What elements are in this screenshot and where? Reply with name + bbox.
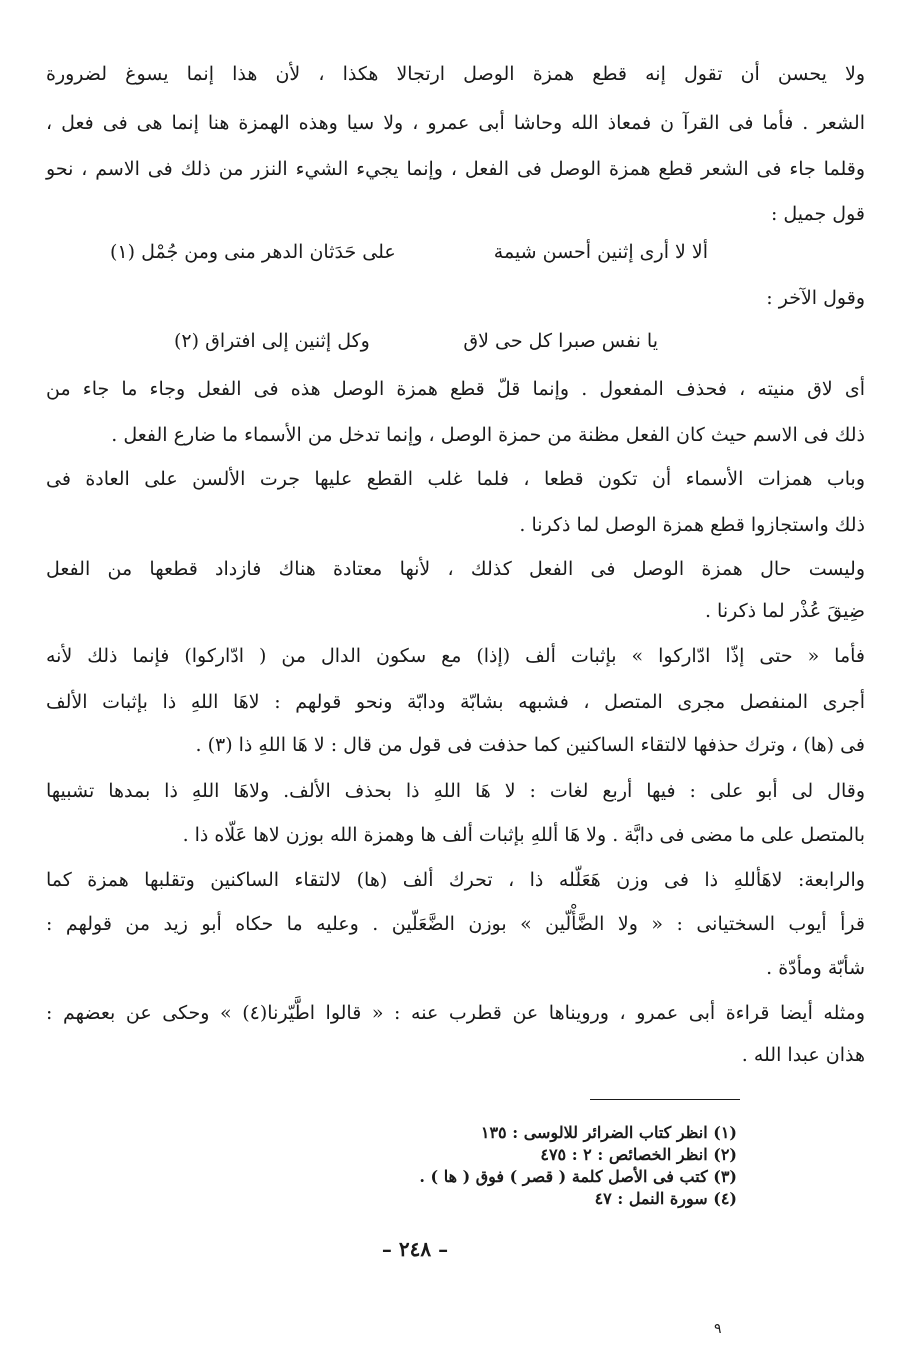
body-line: وباب همزات الأسماء أن تكون قطعا ، فلما غلب القطع عليها جرت الألسن على العادة فى	[46, 468, 865, 490]
verse-1-second-hemistich: على حَدَثان الدهر منى ومن جُمْل (١)	[110, 241, 396, 263]
footnote-separator	[590, 1099, 740, 1100]
body-line: ذلك واستجازوا قطع همزة الوصل لما ذكرنا .	[519, 514, 865, 536]
body-line: ومثله أيضا قراءة أبى عمرو ، ورويناها عن قطرب عنه : « قالوا اطَّيّرنا(٤) » وحكى عن بعضهم :	[46, 1002, 865, 1024]
body-line: فأما « حتى إذّا ادّاركوا » بإثبات ألف (إذا) مع سكون الدال من ( ادّاركوا) فإنما ذلك لأنه	[46, 645, 865, 667]
verse-2-first-hemistich: يا نفس صبرا كل حى لاق	[463, 330, 658, 352]
signature-mark: ٩	[714, 1321, 722, 1337]
body-line: وقول الآخر :	[766, 287, 865, 309]
body-line: وليست حال همزة الوصل فى الفعل كذلك ، لأنها معتادة هناك فازداد قطعها من الفعل	[46, 558, 865, 580]
footnote: (٢) انظر الخصائص : ٢ : ٤٧٥	[540, 1145, 737, 1164]
body-line: وقلما جاء فى الشعر قطع همزة الوصل فى الفعل ، وإنما يجيء الشيء النزر من ذلك فى الاسم ، نحو	[46, 158, 865, 180]
body-line: قرأ أيوب السختيانى : « ولا الضَّأْلّين » بوزن الضَّعَلّين . وعليه ما حكاه أبو زيد من قولهم :	[46, 913, 865, 935]
body-line: شأبّة ومأدّة .	[766, 957, 865, 979]
page-number: – ٢٤٨ –	[381, 1237, 449, 1261]
body-line: ذلك فى الاسم حيث كان الفعل مظنة من حمزة الوصل ، وإنما تدخل من الأسماء ما ضارع الفعل .	[111, 424, 865, 446]
body-line: أجرى المنفصل مجرى المتصل ، فشبهه بشابّة ودابّة ونحو قولهم : لاهَا اللهِ ذا بإثبات الألف	[46, 691, 865, 713]
body-line: الشعر . فأما فى القرآ ن فمعاذ الله وحاشا أبى عمرو ، ولا سيا وهذه الهمزة هنا إنما هى فى فعل ،	[46, 112, 865, 134]
body-line: قول جميل :	[770, 203, 865, 225]
footnote: (٣) كتب فى الأصل كلمة ( قصر ) فوق ( ها ) .	[419, 1167, 737, 1186]
verse-2-second-hemistich: وكل إثنين إلى افتراق (٢)	[174, 330, 370, 352]
body-line: ضِيقَ عُذْر لما ذكرنا .	[704, 600, 865, 622]
verse-1-first-hemistich: ألا لا أرى إثنين أحسن شيمة	[493, 241, 708, 263]
footnote: (٤) سورة النمل : ٤٧	[594, 1189, 737, 1208]
body-line: ولا يحسن أن تقول إنه قطع همزة الوصل ارتجالا هكذا ، لأن هذا إنما يسوغ لضرورة	[46, 63, 865, 85]
body-line: والرابعة: لاهَأللهِ ذا فى وزن هَعَلّله ذا ، تحرك ألف (ها) لالتقاء الساكنين وتقلبها همزة كما	[46, 869, 865, 891]
body-line: وقال لى أبو على : فيها أربع لغات : لا هَا اللهِ ذا بحذف الألف. ولاهَا اللهِ ذا بمدها تشبيها	[46, 780, 865, 802]
body-line: بالمتصل على ما مضى فى دابَّة . ولا هَا أللهِ بإثبات ألف ها وهمزة الله بوزن لاها عَلّاه ذا .	[182, 824, 865, 846]
body-line: هذان عبدا الله .	[741, 1044, 865, 1066]
body-line: فى (ها) ، وترك حذفها لالتقاء الساكنين كما حذفت فى قول من قال : لا هَا اللهِ ذا (٣) .	[195, 734, 865, 756]
footnote: (١) انظر كتاب الضرائر للالوسى : ١٣٥	[480, 1123, 737, 1142]
body-line: أى لاق منيته ، فحذف المفعول . وإنما قلّ قطع همزة الوصل هذه فى الفعل وجاء ما جاء من	[46, 378, 865, 400]
